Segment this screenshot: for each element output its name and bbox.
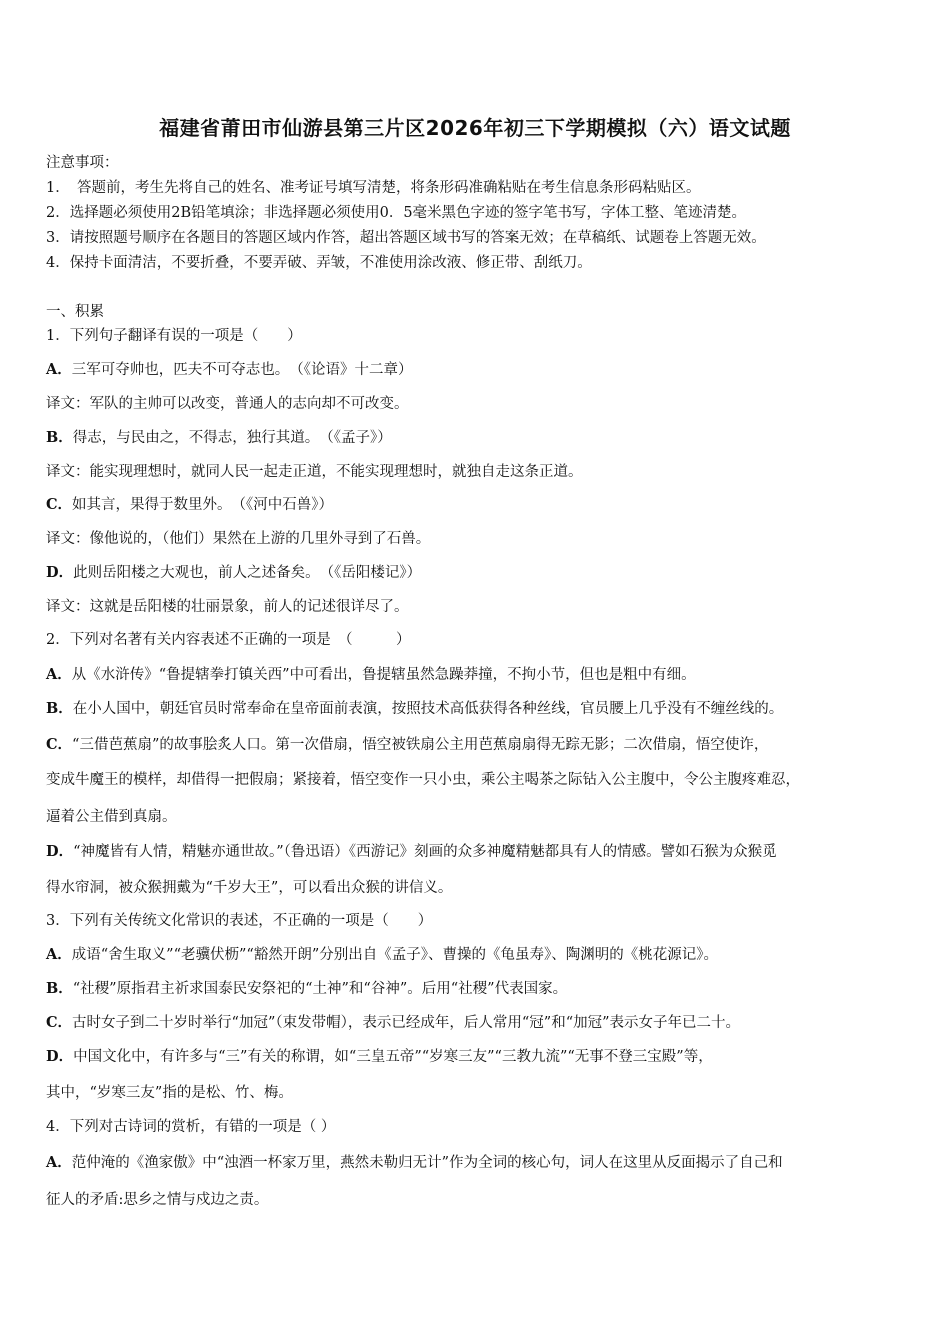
question-3-option-d xyxy=(46,1047,916,1067)
option-text: 此则岳阳楼之大观也，前人之述备矣。 （《岳阳楼记》） xyxy=(73,565,422,581)
notes-heading: 注意事项： xyxy=(46,155,119,171)
question-2-stem: 2．下列对名著有关内容表述不正确的一项是 （ ） xyxy=(46,632,411,648)
question-1-option-d-translation: 译文：这就是岳阳楼的壮丽景象，前人的记述很详尽了。 xyxy=(46,599,409,615)
question-2-option-a xyxy=(46,665,916,685)
option-text: 中国文化中，有许多与“三”有关的称谓，如“三皇五帝”“岁寒三友”“三教九流”“无事不登三宝殿”等， xyxy=(73,1049,713,1065)
option-text: “三借芭蕉扇”的故事脍炙人口。第一次借扇，悟空被铁扇公主用芭蕉扇扇得无踪无影；二次借扇，悟空使诈， xyxy=(72,737,769,753)
option-label: B． xyxy=(46,429,73,446)
question-1-option-d xyxy=(46,563,916,583)
question-4-option-a-cont: 征人的矛盾:思乡之情与戍边之责。 xyxy=(46,1192,269,1208)
question-3-option-a xyxy=(46,945,916,965)
option-label: D． xyxy=(46,843,74,860)
option-label: D． xyxy=(46,564,74,581)
notes-item-2: 2．选择题必须使用2B铅笔填涂；非选择题必须使用0．5毫米黑色字迹的签字笔书写，字体工整、笔迹清楚。 xyxy=(46,205,747,221)
question-2-option-d xyxy=(46,842,916,862)
option-label: C． xyxy=(46,1014,73,1031)
question-3-option-c xyxy=(46,1013,916,1033)
question-3-option-b xyxy=(46,979,916,999)
option-label: D． xyxy=(46,1048,74,1065)
option-label: C． xyxy=(46,736,73,753)
option-label: C． xyxy=(46,496,73,513)
option-text: 成语“舍生取义”“老骥伏枥”“豁然开朗”分别出自《孟子》、曹操的《龟虽寿》、陶渊明的《桃花源记》。 xyxy=(71,947,718,963)
option-text: 如其言，果得于数里外。 （《河中石兽》） xyxy=(72,497,334,513)
question-1-option-a-translation: 译文：军队的主帅可以改变，普通人的志向却不可改变。 xyxy=(46,396,409,412)
option-label: A． xyxy=(46,946,72,963)
question-1-option-c-translation: 译文：像他说的，（他们）果然在上游的几里外寻到了石兽。 xyxy=(46,531,431,547)
notes-item-3: 3．请按照题号顺序在各题目的答题区域内作答，超出答题区域书写的答案无效；在草稿纸、试题卷上答题无效。 xyxy=(46,230,766,246)
question-1-option-b-translation: 译文：能实现理想时，就同人民一起走正道，不能实现理想时，就独自走这条正道。 xyxy=(46,464,583,480)
option-text: 古时女子到二十岁时举行“加冠”（束发带帽），表示已经成年，后人常用“冠”和“加冠”表示女子年已二十。 xyxy=(72,1015,741,1031)
option-text: 得志，与民由之，不得志，独行其道。 （《孟子》） xyxy=(72,430,392,446)
question-4-stem: 4．下列对古诗词的赏析，有错的一项是（ ） xyxy=(46,1119,336,1135)
option-label: A． xyxy=(46,666,72,683)
question-1-stem: 1．下列句子翻译有误的一项是（ ） xyxy=(46,328,302,344)
page-title: 福建省莆田市仙游县第三片区2026年初三下学期模拟（六）语文试题 xyxy=(159,116,791,140)
question-2-option-c-cont: 逼着公主借到真扇。 xyxy=(46,809,177,825)
option-text: “社稷”原指君主祈求国泰民安祭祀的“土神”和“谷神”。后用“社稷”代表国家。 xyxy=(72,981,568,997)
question-3-stem: 3．下列有关传统文化常识的表述，不正确的一项是（ ） xyxy=(46,913,433,929)
option-text: 从《水浒传》“鲁提辖拳打镇关西”中可看出，鲁提辖虽然急躁莽撞，不拘小节，但也是粗中有细。 xyxy=(71,667,696,683)
option-label: B． xyxy=(46,700,73,717)
option-label: B． xyxy=(46,980,73,997)
notes-item-4: 4．保持卡面清洁，不要折叠，不要弄破、弄皱，不准使用涂改液、修正带、刮纸刀。 xyxy=(46,255,592,271)
question-1-option-c xyxy=(46,495,916,515)
question-2-option-b xyxy=(46,699,916,719)
question-2-option-d-cont: 得水帘洞，被众猴拥戴为“千岁大王”，可以看出众猴的讲信义。 xyxy=(46,880,453,896)
question-3-option-d-cont: 其中，“岁寒三友”指的是松、竹、梅。 xyxy=(46,1085,293,1101)
option-text: 在小人国中，朝廷官员时常奉命在皇帝面前表演，按照技术高低获得各种丝线，官员腰上几乎没有不缠丝线的。 xyxy=(72,701,784,717)
question-2-option-c xyxy=(46,735,916,755)
option-text: 三军可夺帅也，匹夫不可夺志也。 （《论语》十二章） xyxy=(71,362,413,378)
option-text: 范仲淹的《渔家傲》中“浊酒一杯家万里，燕然未勒归无计”作为全词的核心句，词人在这里从反面揭示了自己和 xyxy=(71,1155,783,1171)
notes-item-1: 1． 答题前，考生先将自己的姓名、准考证号填写清楚，将条形码准确粘贴在考生信息条形码粘贴区。 xyxy=(46,180,701,196)
question-1-option-a xyxy=(46,360,916,380)
option-label: A． xyxy=(46,1154,72,1171)
question-1-option-b xyxy=(46,428,916,448)
option-text: “神魔皆有人情，精魅亦通世故。”（鲁迅语）《西游记》刻画的众多神魔精魅都具有人的情感。譬如石猴为众猴觅 xyxy=(73,844,777,860)
section-heading: 一、积累 xyxy=(46,304,104,320)
option-label: A． xyxy=(46,361,72,378)
question-2-option-c-cont: 变成牛魔王的模样，却借得一把假扇；紧接着，悟空变作一只小虫，乘公主喝茶之际钻入公主腹中，令公主腹疼难忍， xyxy=(46,772,800,788)
question-4-option-a xyxy=(46,1153,916,1173)
